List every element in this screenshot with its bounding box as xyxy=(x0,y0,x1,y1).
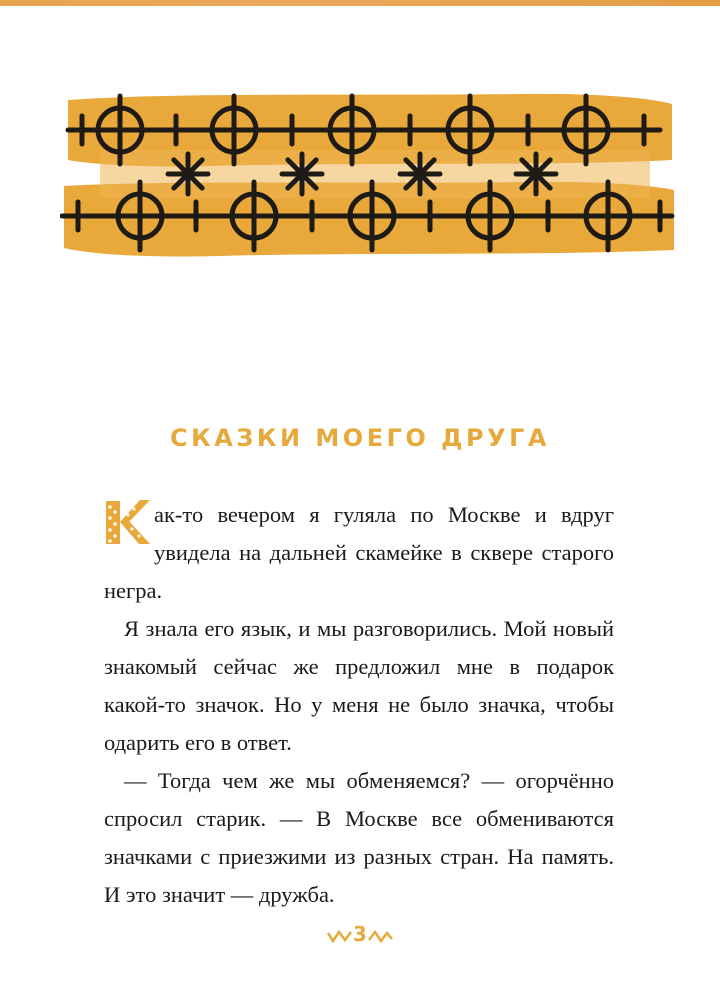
page-number-left-flourish-icon xyxy=(327,929,353,943)
ornament-border xyxy=(60,90,680,260)
paragraph-1-text: ак-то вечером я гуляла по Москве и вдруг увидела на дальней скамейке в сквере старого негра. xyxy=(104,502,614,603)
paragraph-1 xyxy=(104,496,614,610)
page-number-footer xyxy=(0,922,720,946)
body-text xyxy=(104,496,614,914)
top-edge-strip xyxy=(0,0,720,6)
page-number: 3 xyxy=(353,922,367,946)
page-title: СКАЗКИ МОЕГО ДРУГА xyxy=(170,424,550,452)
page-number-right-flourish-icon xyxy=(367,929,393,943)
paragraph-3: — Тогда чем же мы обменяемся? — огорчённо спросил старик. — В Москве все обмениваются значками с приезжими из разных стран. На память. И это значит — дружба. xyxy=(104,768,614,907)
paragraph-2: Я знала его язык, и мы разговорились. Мой новый знакомый сейчас же предложил мне в подарок какой-то значок. Но у меня не было значка, чтобы одарить его в ответ. xyxy=(104,616,614,755)
dropcap-k xyxy=(104,498,150,546)
